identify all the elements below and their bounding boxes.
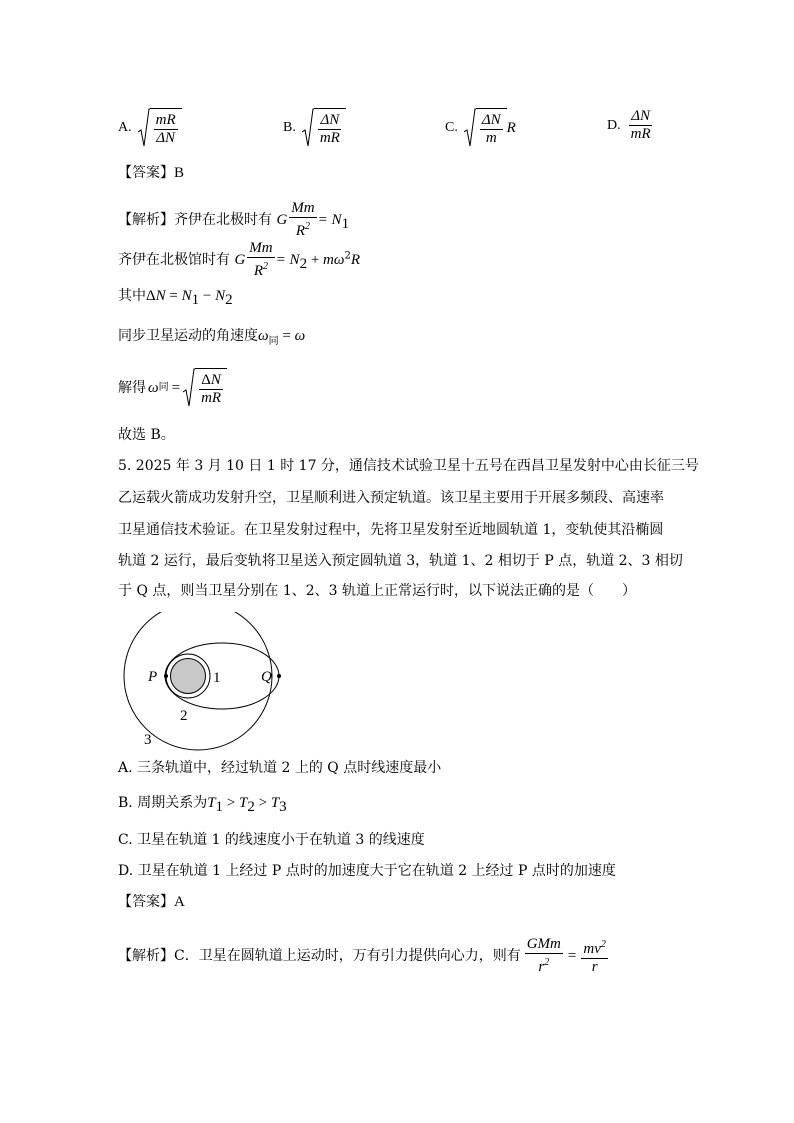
option-d	[607, 108, 655, 143]
option-c-label: C.	[445, 120, 458, 135]
analysis-line-1: 【解析】齐伊在北极时有 G $\frac{Mm}{R^2}$ = $N_1$	[118, 200, 350, 239]
analysis-line-4: 同步卫星运动的角速度$\omega_同 = \omega$	[118, 328, 306, 347]
option-a	[118, 108, 182, 148]
option-d-label: D.	[607, 117, 621, 133]
option-b-label: B.	[283, 120, 296, 135]
label-orbit-3: 3	[144, 732, 152, 748]
option-b-formula: $\frac{\Delta N}{mR}$	[302, 108, 346, 148]
q5-option-c: C. 卫星在轨道 1 的线速度小于在轨道 3 的线速度	[118, 832, 425, 848]
analysis-line-2: 齐伊在北极馆时有 G $\frac{Mm}{R^2}$ = $N_2 + m\omega^2R$	[118, 240, 361, 279]
label-q: Q	[261, 669, 272, 685]
q5-line-1: 5. 2025 年 3 月 10 日 1 时 17 分，通信技术试验卫星十五号在西昌卫星发射中心由长征三号	[118, 458, 699, 474]
q5-option-b: B. 周期关系为$T_1 > T_2 > T_3$	[118, 795, 287, 815]
option-a-label: A.	[118, 120, 132, 135]
analysis-tag: 【解析】	[118, 212, 174, 228]
q5-analysis: 【解析】 C．卫星在圆轨道上运动时，万有引力提供向心力，则有 $\frac{\text{GMm}}{r^2}$ = $\frac{mv^2}{r}$	[118, 936, 606, 975]
analysis-line-3: 其中$\Delta N = N_1 - N_2$	[118, 288, 233, 308]
prev-answer	[118, 163, 184, 183]
option-c-formula: $\frac{\Delta N}{m}$	[464, 108, 507, 148]
q5-line-4: 轨道 2 运行，最后变轨将卫星送入预定圆轨道 3，轨道 1、2 相切于 P 点，轨道 2、3 相切	[118, 553, 683, 569]
option-c: C. $\frac{\Delta N}{m}$ R	[445, 108, 516, 148]
answer-tag: 【答案】	[118, 165, 174, 181]
q5-line-3: 卫星通信技术验证。在卫星发射过程中，先将卫星发射至近地圆轨道 1，变轨使其沿椭圆	[118, 522, 664, 538]
label-p: P	[148, 669, 158, 685]
label-orbit-2: 2	[180, 708, 188, 724]
point-q	[277, 674, 281, 678]
q5-line-5: 于 Q 点，则当卫星分别在 1、2、3 轨道上正常运行时，以下说法正确的是（ ）	[118, 583, 636, 599]
label-orbit-1: 1	[213, 670, 221, 686]
orbit-diagram	[118, 612, 288, 752]
planet	[171, 659, 206, 694]
answer-value: B	[174, 165, 185, 181]
analysis-line-6: 故选 B。	[118, 427, 175, 443]
option-b	[283, 108, 346, 148]
option-a-formula: $\frac{mR}{\Delta N}$	[138, 108, 182, 148]
q5-answer: 【答案】A	[118, 894, 185, 910]
q5-line-2: 乙运载火箭成功发射升空，卫星顺利进入预定轨道。该卫星主要用于开展多频段、高速率	[118, 490, 664, 506]
q5-option-a: A. 三条轨道中，经过轨道 2 上的 Q 点时线速度最小	[118, 760, 442, 776]
point-p	[164, 674, 168, 678]
q5-option-d: D. 卫星在轨道 1 上经过 P 点时的加速度大于它在轨道 2 上经过 P 点时的加速度	[118, 863, 616, 879]
analysis-line-5: 解得 ω 同 = $\frac{\Delta N}{mR}$	[118, 368, 227, 408]
option-d-formula: $\frac{\Delta N}{mR}$	[630, 108, 651, 142]
